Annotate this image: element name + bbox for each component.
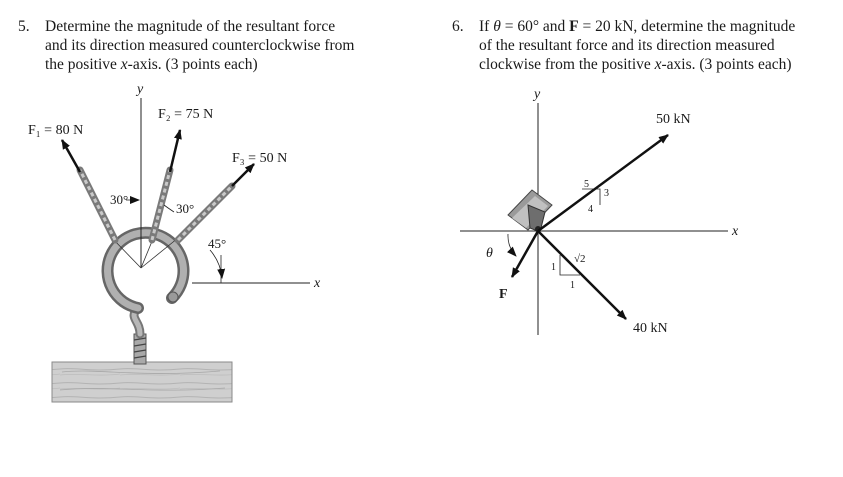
problem-6-number: 6. [452,18,464,35]
problem-5-text-1: Determine the magnitude of the resultant force [45,18,336,35]
problem-6-text-1b: = 60° and [500,18,570,35]
problem-6-text-1c: = 20 kN, determine the magnitude [578,18,796,35]
triangle-5-label: 5 [584,179,589,190]
figure-5-x-label: x [314,276,321,291]
force-F-arrow [512,231,538,277]
theta-arc [508,234,516,256]
f2-arrow [170,130,180,172]
angle-45-label: 45° [208,236,227,251]
problem-6-x-symbol: x [654,56,662,73]
problem-6-text-3a: clockwise from the positive [479,56,655,73]
force-40kN-label: 40 kN [633,321,668,336]
problem-6-F-symbol: F [569,18,579,35]
f1-label: F₁ = 80 N [28,123,84,138]
problem-5-number: 5. [18,18,30,35]
force-F-label: F [499,287,508,302]
force-40kN-arrow [538,231,626,319]
figure-6-force-diagram [460,87,739,336]
figure-6-y-label: y [534,87,541,102]
f3-label: F₃ = 50 N [232,151,288,166]
problem-6-line-2: of the resultant force and its direction measured [479,37,775,54]
triangle-1b-label: 1 [570,280,575,291]
angle-45-arc [210,250,222,278]
eyebolt-ring [108,233,184,308]
triangle-sqrt2-label: √2 [574,253,586,265]
figure-5-y-label: y [137,82,144,97]
angle-30-right-arc [164,205,174,212]
angle-30a-label: 30° [110,192,129,207]
wood-block [52,362,232,402]
theta-label: θ [486,246,493,261]
triangle-1a-label: 1 [551,262,556,273]
figure-6-x-label: x [732,224,739,239]
problem-5-line-2: and its direction measured counterclockwise from [45,37,355,54]
f1-arrow [62,140,80,172]
f3-arrow [232,164,254,186]
figure-5-eyebolt-diagram [28,82,321,402]
triangle-3-label: 3 [604,188,609,199]
problem-6-text-1a: If [479,18,494,35]
force-50kN-arrow [538,135,668,231]
problem-6-text-3b: -axis. (3 points each) [661,56,792,73]
problem-5-text-3a: the positive [45,56,121,73]
angle-30b-label: 30° [176,201,195,216]
force-50kN-label: 50 kN [656,112,691,127]
problem-6-theta-symbol: θ [493,18,501,35]
f2-label: F₂ = 75 N [158,107,214,122]
problem-5-x-symbol: x [120,56,128,73]
problem-5-text-3b: -axis. (3 points each) [127,56,258,73]
triangle-4-label: 4 [588,204,593,215]
